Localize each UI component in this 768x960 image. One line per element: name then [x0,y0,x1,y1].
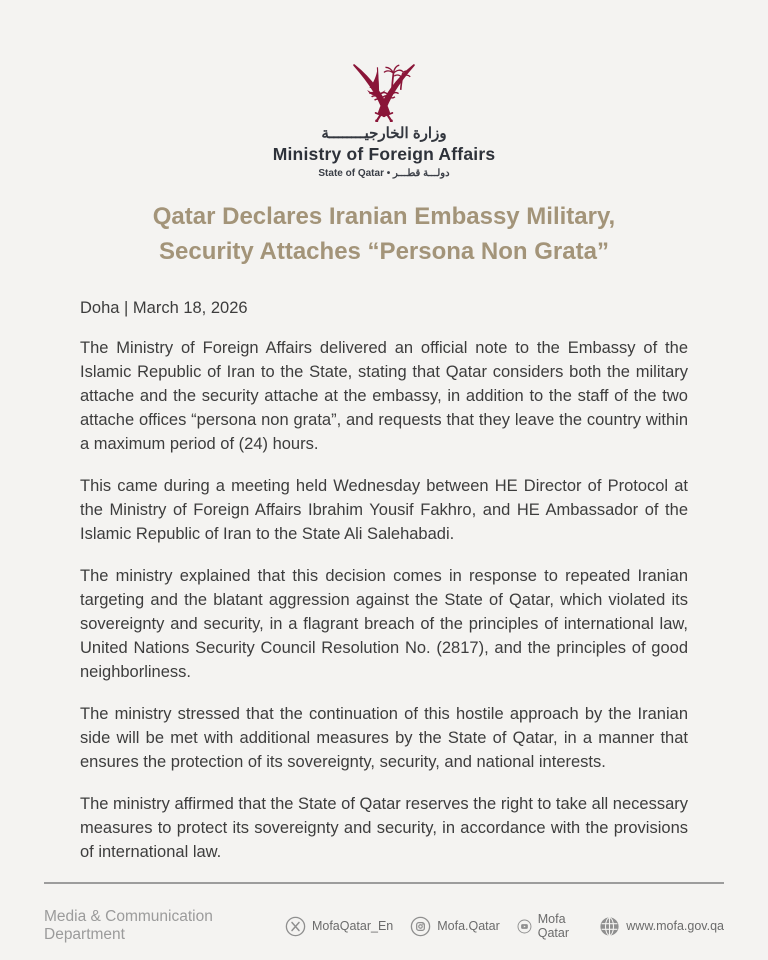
paragraph-3: The ministry explained that this decision comes in response to repeated Iranian targeting and the blatant aggression against the State of Qatar, which violated its sovereignty and security, in a flagrant breach of the principles of international law, United Nations Security Council Resolution No. (2817), and the principles of good neighborliness. [80,567,688,681]
social-item-website [599,916,724,937]
youtube-icon [517,916,532,937]
social-item-youtube [517,912,582,940]
ministry-name-arabic: وزارة الخارجيــــــــة [321,125,447,142]
department-label: Media & Communication Department [44,908,213,943]
headline-line1: Qatar Declares Iranian Embassy Military, [152,203,616,230]
qatar-mofa-emblem [0,52,768,122]
paragraph-2: This came during a meeting held Wednesday between HE Director of Protocol at the Ministry of Foreign Affairs Ibrahim Yousif Fakhro, and HE Ambassador of the Islamic Republic of Iran to the State Ali Salehabadi. [80,477,688,543]
headline [40,199,728,269]
social-handle-instagram: Mofa.Qatar [437,919,500,933]
paragraph-1: The Ministry of Foreign Affairs delivered an official note to the Embassy of the Islamic Republic of Iran to the State, stating that Qatar considers both the military attache and the security attache at the embassy, in addition to the staff of the two attache offices “persona non grata”, and requests that they leave the country within a maximum period of (24) hours. [80,339,688,453]
paragraph-5: The ministry affirmed that the State of Qatar reserves the right to take all necessary measures to protect its sovereignty and security, in accordance with the provisions of international law. [80,795,688,861]
social-links [285,912,724,940]
masthead [0,52,768,180]
social-item-instagram [410,916,500,937]
footer [0,882,768,960]
social-handle-x: MofaQatar_En [311,919,394,933]
social-handle-website: www.mofa.gov.qa [626,919,724,933]
press-release-body [80,296,688,882]
globe-icon [599,916,620,937]
emblem-graphic [354,65,414,122]
dateline: Doha | March 18, 2026 [80,299,248,317]
social-item-x [285,916,393,937]
x-icon [285,916,306,937]
state-of-qatar-line: State of Qatar • دولـــة قطـــر [318,168,450,179]
social-handle-youtube: Mofa Qatar [537,912,569,940]
footer-divider [44,882,724,884]
instagram-icon [410,916,431,937]
paragraph-4: The ministry stressed that the continuation of this hostile approach by the Iranian side will be met with additional measures by the State of Qatar, in a manner that ensures the protection of its sovereignty, security, and national interests. [80,705,688,771]
headline-line2: Security Attaches “Persona Non Grata” [159,238,609,265]
ministry-name: Ministry of Foreign Affairs [272,144,496,164]
